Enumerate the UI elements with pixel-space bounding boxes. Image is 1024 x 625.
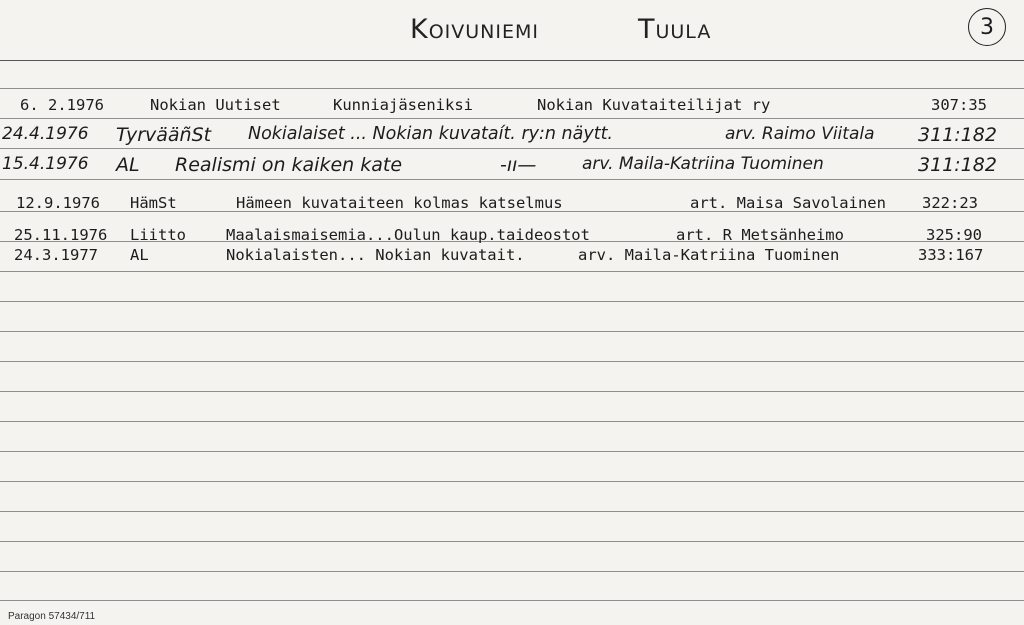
entry-credit: arv. Maila-Katriina Tuominen	[582, 154, 824, 174]
entry-date: 25.11.1976	[14, 226, 108, 244]
entry-date: 24.4.1976	[2, 124, 89, 144]
ruled-line	[0, 451, 1024, 452]
card-number-circle	[968, 8, 1006, 46]
entry-row	[0, 96, 1024, 120]
entry-source: AL	[116, 154, 140, 176]
card-number: 3	[980, 14, 994, 40]
entry-title: Hämeen kuvataiteen kolmas katselmus	[236, 194, 563, 212]
ruled-line	[0, 148, 1024, 149]
entry-title: Maalaismaisemia...Oulun kaup.taideostot	[226, 226, 590, 244]
ruled-line	[0, 600, 1024, 601]
card-title-surname: Koivuniemi	[410, 14, 539, 45]
print-footer: Paragon 57434/711	[8, 611, 96, 622]
ruled-line	[0, 391, 1024, 392]
card-title-given: Tuula	[638, 14, 712, 45]
entry-credit: arv. Raimo Viitala	[725, 124, 875, 144]
entry-row	[0, 194, 1024, 218]
entry-source: TyrvääñSt	[116, 124, 212, 146]
entry-ref: 325:90	[926, 226, 982, 244]
entry-source: Liitto	[130, 226, 186, 244]
entry-ref: 333:167	[918, 246, 984, 264]
entry-date: 24.3.1977	[14, 246, 98, 264]
entry-title: Nokialaiset ... Nokian kuvataít. ry:n näytt.	[248, 124, 613, 144]
entry-row-handwritten	[0, 154, 1024, 178]
ruled-line	[0, 331, 1024, 332]
ruled-line	[0, 361, 1024, 362]
entry-source: Nokian Uutiset	[150, 96, 281, 114]
ruled-line	[0, 511, 1024, 512]
entry-date: 15.4.1976	[2, 154, 89, 174]
entry-title: Realismi on kaiken kate	[175, 154, 403, 176]
entry-date: 12.9.1976	[16, 194, 100, 212]
ruled-line	[0, 541, 1024, 542]
entry-source: AL	[130, 246, 149, 264]
entry-subject: Nokian Kuvataiteilijat ry	[537, 96, 771, 114]
entry-ref: 322:23	[922, 194, 978, 212]
ruled-line	[0, 481, 1024, 482]
header-rule	[0, 60, 1024, 61]
ruled-line	[0, 271, 1024, 272]
entry-credit: art. R Metsänheimo	[676, 226, 844, 244]
entry-ref: 307:35	[931, 96, 987, 114]
ruled-line	[0, 88, 1024, 89]
ruled-line	[0, 571, 1024, 572]
entry-ditto: -ıı—	[500, 154, 537, 176]
entry-ref: 311:182	[918, 124, 997, 146]
entry-row	[0, 246, 1024, 270]
ruled-line	[0, 421, 1024, 422]
entry-title: Nokialaisten... Nokian kuvatait.	[226, 246, 525, 264]
ruled-line	[0, 301, 1024, 302]
entry-credit: art. Maisa Savolainen	[690, 194, 886, 212]
ruled-line	[0, 179, 1024, 180]
entry-row-handwritten	[0, 124, 1024, 148]
entry-ref: 311:182	[918, 154, 997, 176]
entry-credit: arv. Maila-Katriina Tuominen	[578, 246, 840, 264]
entry-date: 6. 2.1976	[20, 96, 104, 114]
entry-title: Kunniajäseniksi	[333, 96, 473, 114]
entry-source: HämSt	[130, 194, 177, 212]
